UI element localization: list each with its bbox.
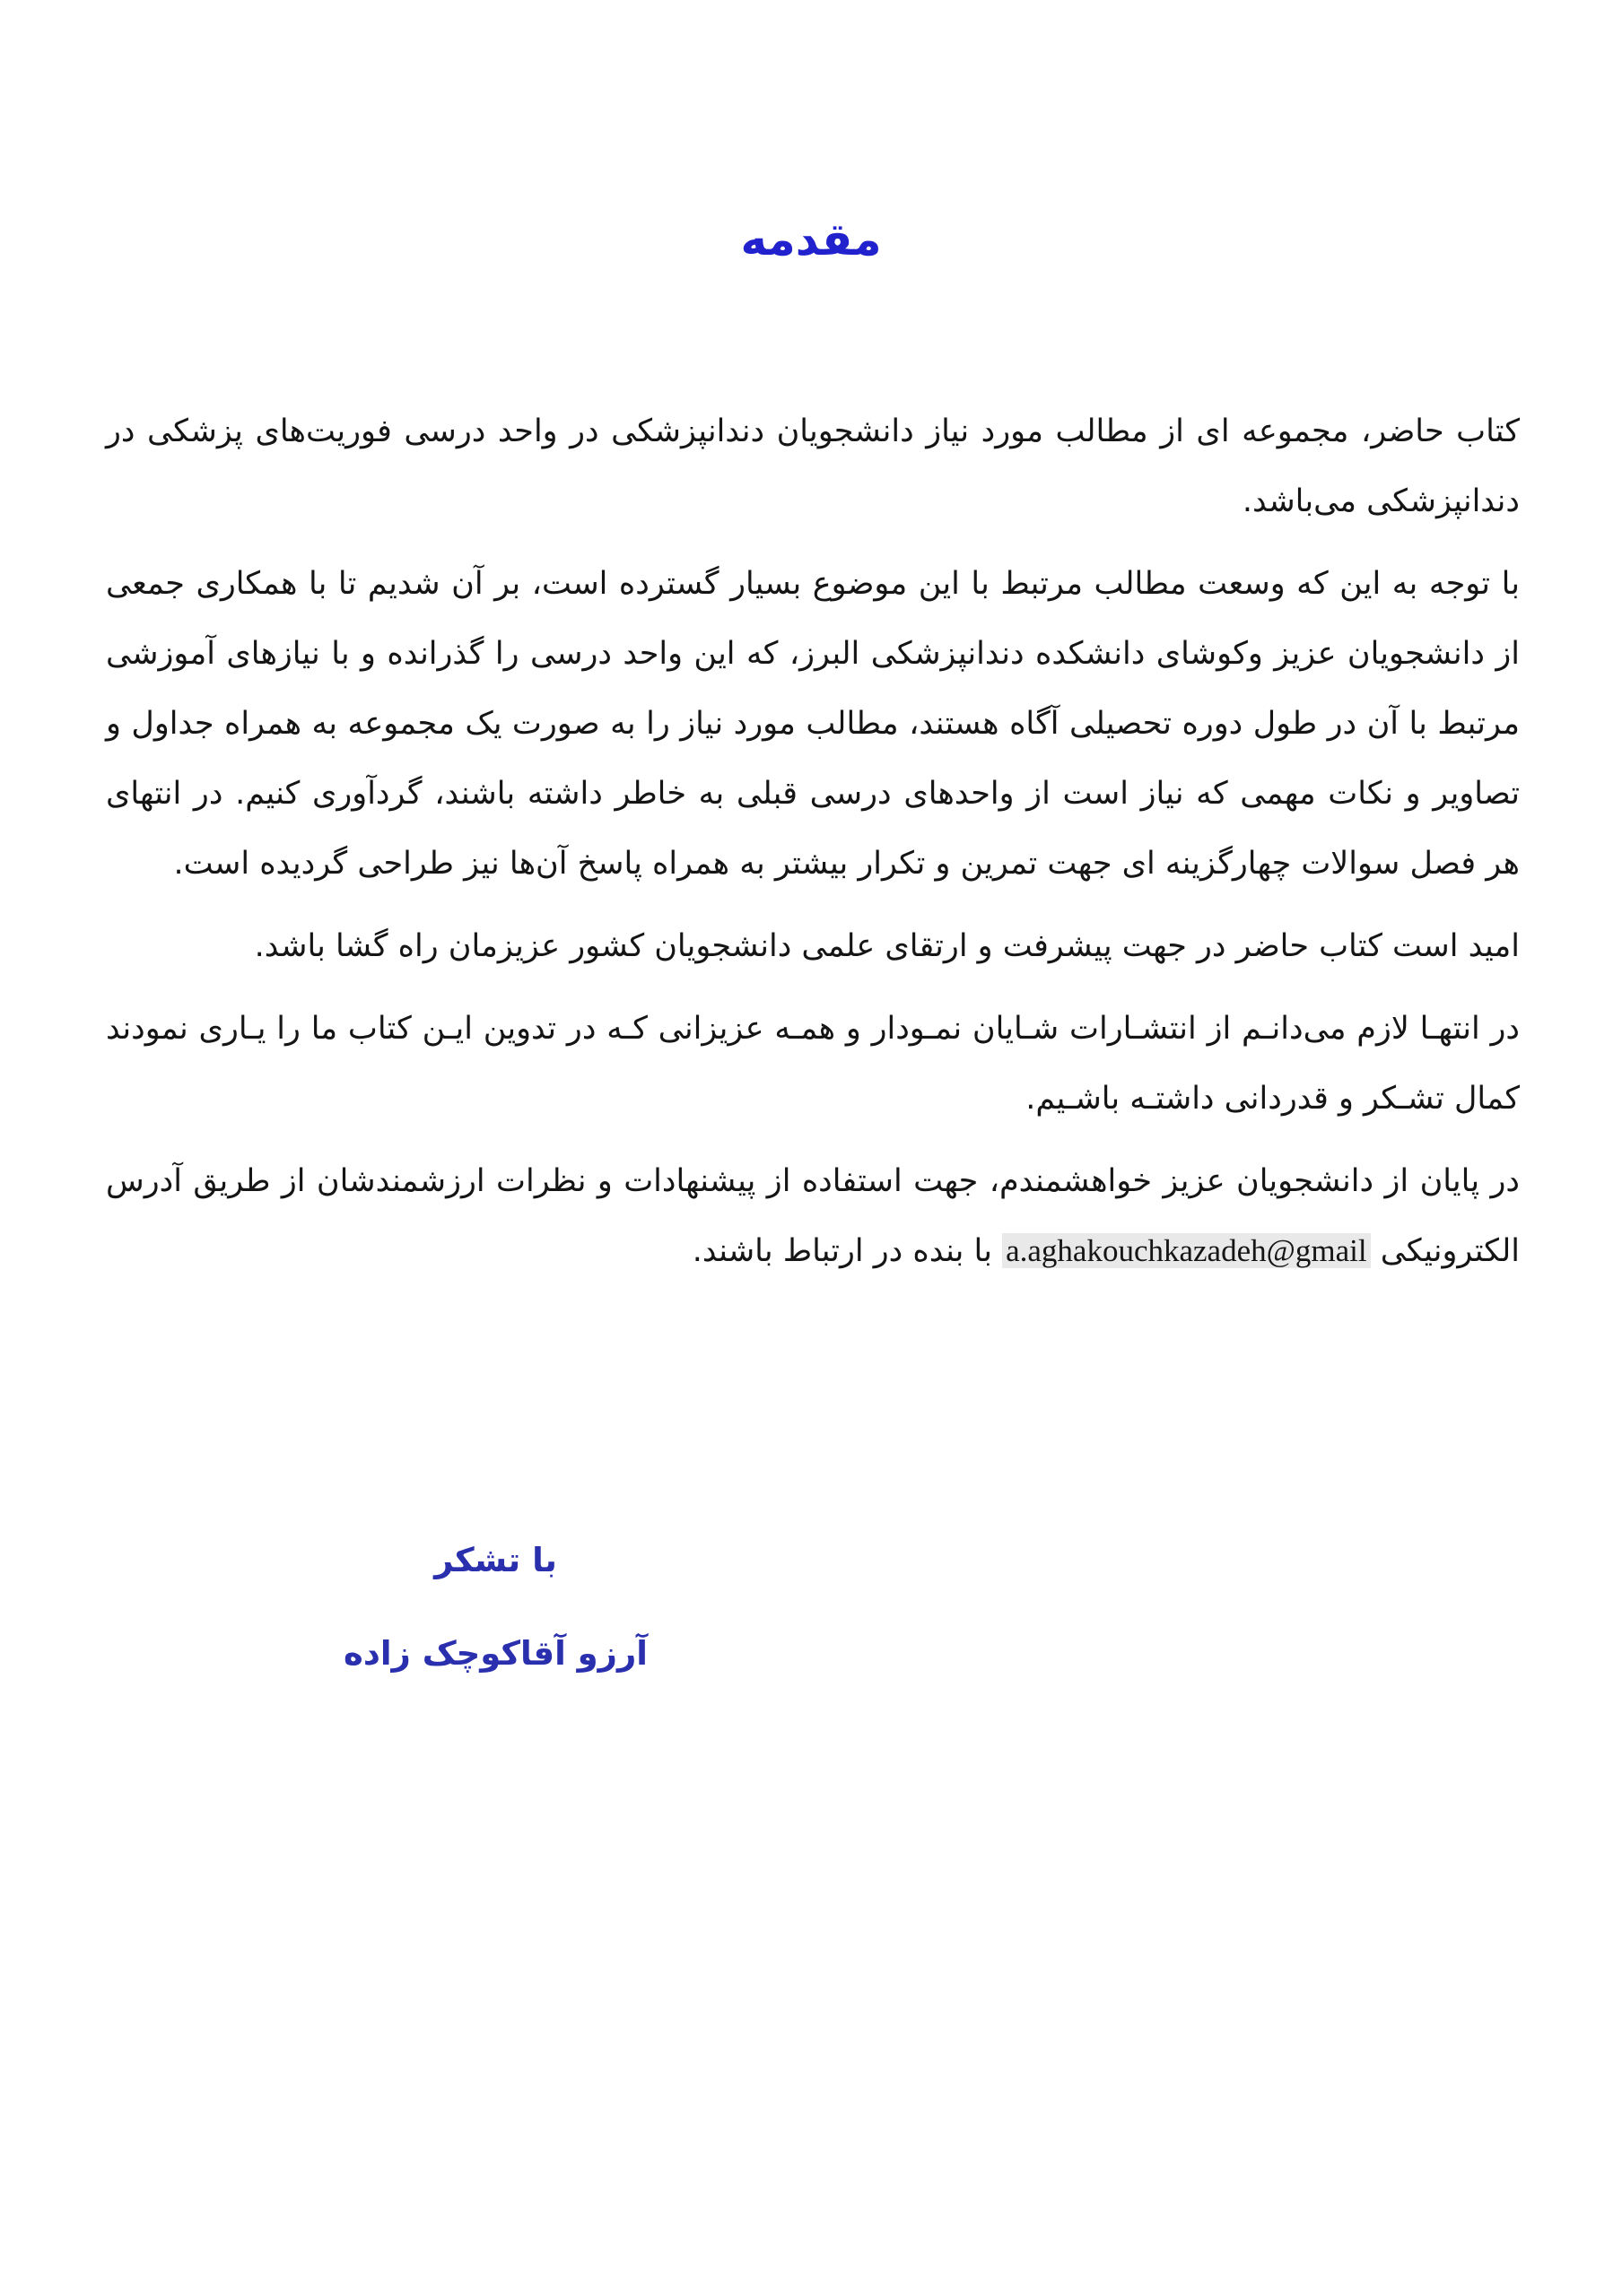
contact-text-after: با بنده در ارتباط باشند.	[692, 1233, 992, 1269]
email-address: a.aghakouchkazadeh@gmail	[1002, 1233, 1370, 1268]
page-title: مقدمه	[740, 213, 882, 265]
document-body	[106, 396, 1520, 1299]
signature-thanks: با تشکر	[434, 1541, 557, 1579]
paragraph-acknowledgement: در انتهـا لازم می‌دانـم از انتشـارات شـایان نمـودار و همـه عزیزانی کـه در تدوین ایـن کتاب ما را یـاری نمودند کمال تشـکر و قدردانی داشتـه باشـیم.	[106, 1011, 1520, 1117]
paragraph-contact	[106, 1146, 1520, 1286]
contact-text-before: در پایان از دانشجویان عزیز خواهشمندم، جهت استفاده از پیشنهادات و نظرات ارزشمندشان از طریق آدرس الکترونیکی	[106, 1163, 1520, 1269]
paragraph-hope: امید است کتاب حاضر در جهت پیشرفت و ارتقای علمی دانشجویان کشور عزیزمان راه گشا باشد.	[254, 928, 1520, 964]
paragraph-intro: کتاب حاضر، مجموعه ای از مطالب مورد نیاز دانشجویان دندانپزشکی در واحد درسی فوریت‌های پزشکی در دندانپزشکی می‌باشد.	[106, 413, 1520, 519]
paragraph-scope: با توجه به این که وسعت مطالب مرتبط با این موضوع بسیار گسترده است، بر آن شدیم تا با همکاری جمعی از دانشجویان عزیز وکوشای دانشکده دندانپزشکی البرز، که این واحد درسی را گذرانده و با نیازهای آموزشی مرتبط با آن در طول دوره تحصیلی آگاه هستند، مطالب مورد نیاز را به صورت یک مجموعه به همراه جداول و تصاویر و نکات مهمی که نیاز است از واحدهای درسی قبلی به خاطر داشته باشند، گردآوری کنیم. در انتهای هر فصل سوالات چهارگزینه ای جهت تمرین و تکرار بیشتر به همراه پاسخ آن‌ها نیز طراحی گردیده است.	[106, 566, 1520, 882]
signature-block	[0, 1535, 991, 1679]
signature-author-name: آرزو آقاکوچک زاده	[344, 1634, 648, 1673]
